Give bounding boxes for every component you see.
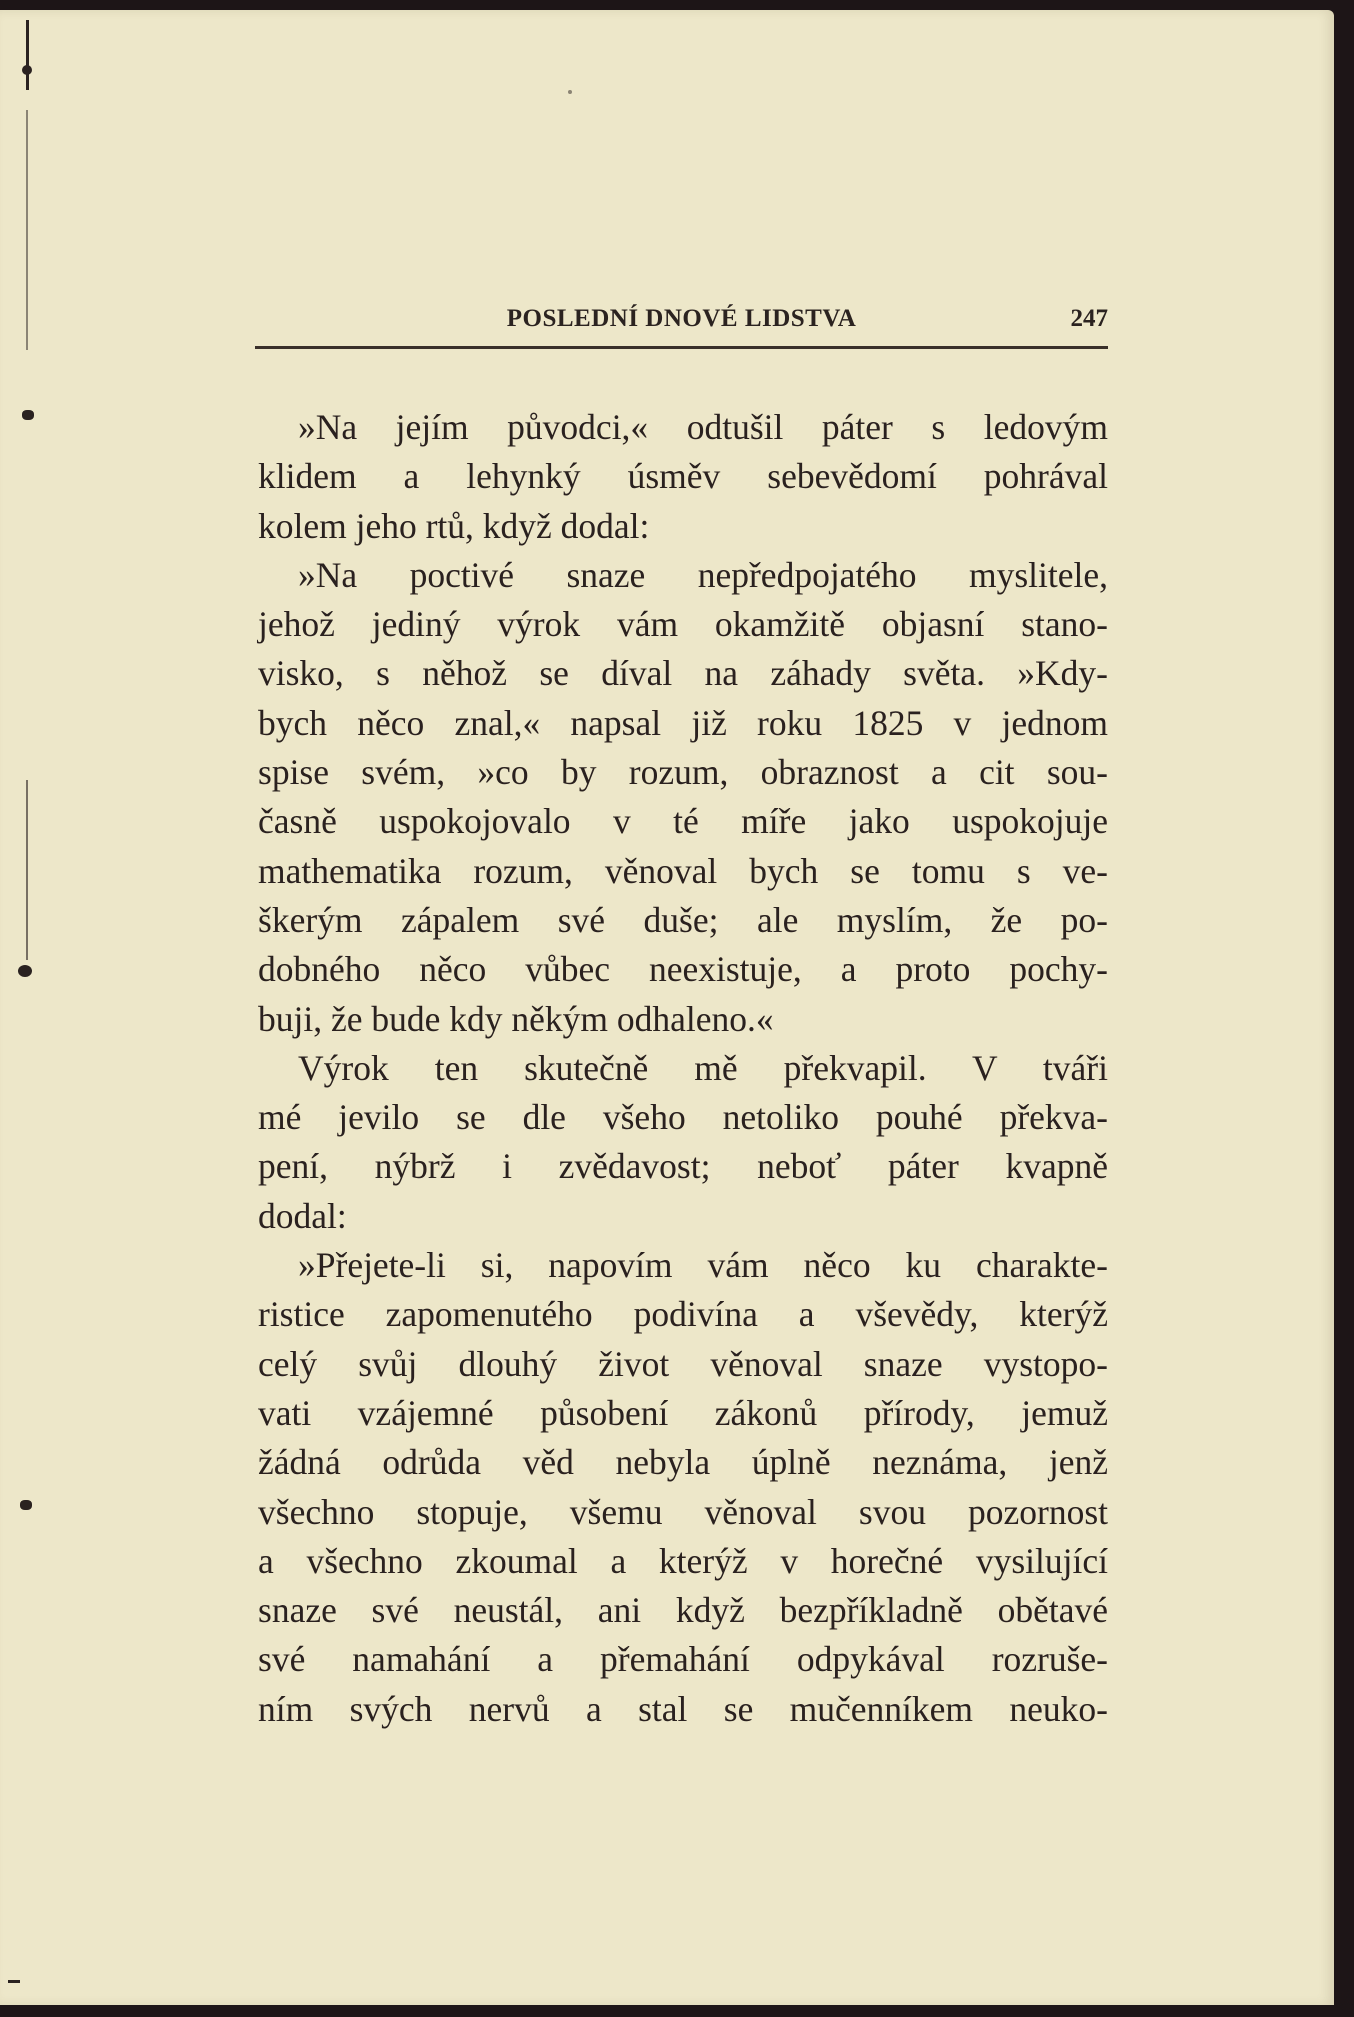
text-line: »Na poctivé snaze nepředpojatého myslitele, — [298, 554, 1108, 595]
text-line: mathematika rozum, věnoval bych se tomu s ve- — [258, 850, 1108, 891]
page-number: 247 — [1070, 305, 1108, 332]
gutter-mark — [18, 965, 32, 977]
text-line: vati vzájemné působení zákonů přírody, jemuž — [258, 1392, 1108, 1433]
text-line: spise svém, »co by rozum, obraznost a cit sou- — [258, 752, 1108, 793]
text-line: škerým zápalem své duše; ale myslím, že po- — [258, 899, 1108, 940]
running-header — [255, 305, 1108, 345]
text-line: ním svých nervů a stal se mučenníkem neuko- — [258, 1688, 1108, 1729]
text-line: celý svůj dlouhý život věnoval snaze vystopo- — [258, 1343, 1108, 1384]
running-title: POSLEDNÍ DNOVÉ LIDSTVA — [506, 305, 857, 332]
text-line: Výrok ten skutečně mě překvapil. V tváři — [298, 1047, 1108, 1088]
text-line: dodal: — [258, 1195, 347, 1236]
gutter-mark — [26, 110, 28, 350]
text-line: »Na jejím původci,« odtušil páter s ledovým — [298, 407, 1108, 447]
header-rule — [255, 346, 1108, 349]
text-line: jehož jediný výrok vám okamžitě objasní stano- — [258, 604, 1108, 645]
text-line: bych něco znal,« napsal již roku 1825 v jednom — [258, 702, 1108, 743]
text-line: snaze své neustál, ani když bezpříkladně obětavé — [258, 1590, 1108, 1631]
text-line: své namahání a přemahání odpykával rozruše- — [258, 1639, 1108, 1680]
text-line: »Přejete-li si, napovím vám něco ku charakte- — [298, 1245, 1108, 1286]
gutter-mark — [22, 410, 34, 420]
text-line: a všechno zkoumal a kterýž v horečné vysilující — [258, 1540, 1108, 1581]
gutter-mark — [20, 1500, 32, 1510]
text-line: buji, že bude kdy někým odhaleno.« — [258, 998, 774, 1039]
text-line: dobného něco vůbec neexistuje, a proto pochy- — [258, 949, 1108, 990]
text-line: žádná odrůda věd nebyla úplně neznáma, jenž — [258, 1442, 1108, 1483]
text-line: visko, s něhož se díval na záhady světa. »Kdy- — [258, 653, 1108, 694]
text-line: časně uspokojovalo v té míře jako uspokojuje — [258, 801, 1108, 842]
text-line: všechno stopuje, všemu věnoval svou pozornost — [258, 1491, 1108, 1532]
gutter-mark — [26, 780, 28, 960]
gutter-mark — [568, 90, 572, 94]
text-line: klidem a lehynký úsměv sebevědomí pohrával — [258, 456, 1108, 497]
gutter-mark — [8, 1980, 20, 1983]
gutter-mark — [22, 65, 32, 75]
gutter-mark — [26, 20, 29, 90]
text-line: pení, nýbrž i zvědavost; neboť páter kvapně — [258, 1146, 1108, 1187]
text-line: ristice zapomenutého podivína a vševědy, kterýž — [258, 1294, 1108, 1335]
text-line: mé jevilo se dle všeho netoliko pouhé překva- — [258, 1097, 1108, 1138]
body-text — [258, 403, 1108, 1734]
text-line: kolem jeho rtů, když dodal: — [258, 505, 650, 546]
